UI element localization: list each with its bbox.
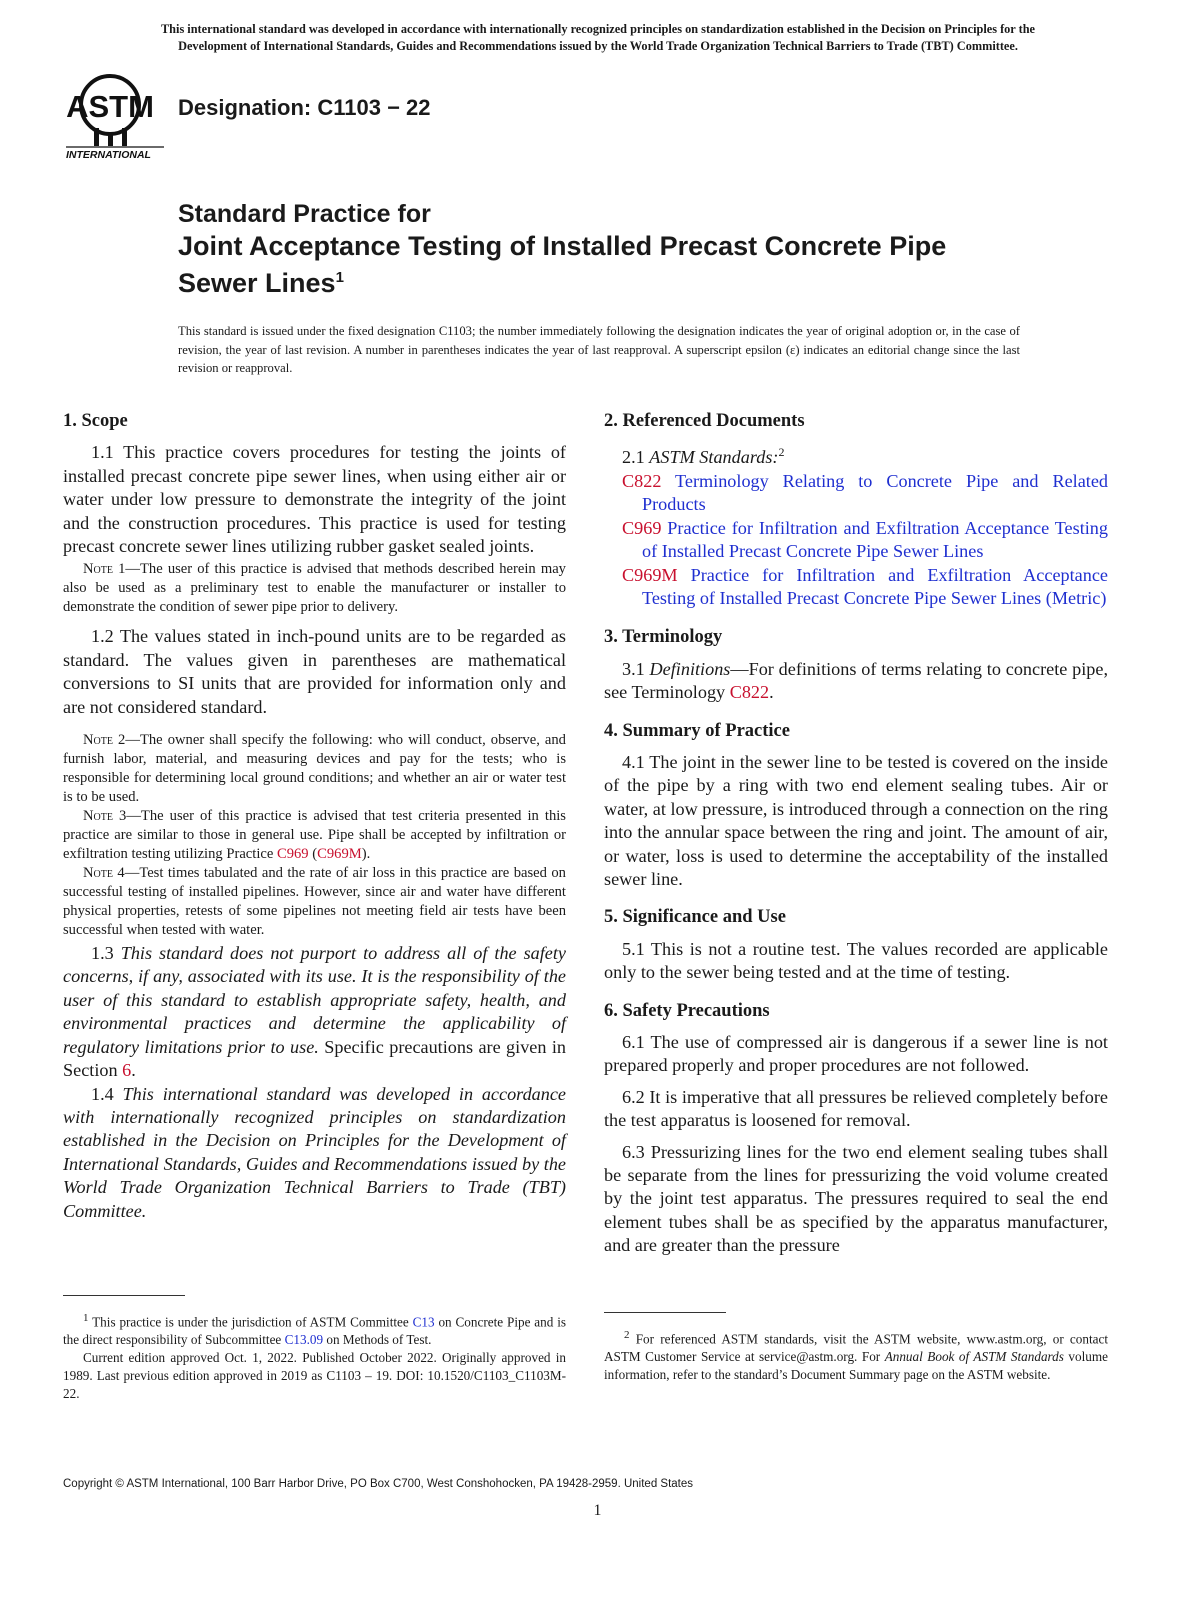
para-3-1	[604, 658, 1108, 705]
footnote-1-text-b: on Concrete Pipe and is the direct responsibility of Subcommittee	[63, 1314, 566, 1348]
link-c13-09[interactable]: C13.09	[284, 1332, 324, 1348]
footnote-rule	[604, 1312, 726, 1313]
left-column	[63, 410, 566, 1223]
section-1-heading: 1. Scope	[63, 411, 128, 431]
para-2-1	[604, 441, 1108, 469]
issuance-statement: This standard is issued under the fixed designation C1103; the number immediately following the designation indicates the year of original adoption or, in the case of revision, the year of last revision. A number in parentheses indicates the year of last reapproval. A superscript epsilon (ε) indicates an editorial change since the last revision or reapproval.	[178, 324, 1020, 375]
note-3	[63, 807, 566, 864]
ref-c969[interactable]	[622, 517, 1108, 564]
ref-c822-code[interactable]: C822	[622, 470, 662, 491]
ref-c969m-code[interactable]: C969M	[622, 564, 678, 585]
note-3-text: —The user of this practice is advised that test criteria presented in this practice are similar to those in general use. Pipe shall be accepted by infiltration or exfiltration testing utilizing Practice	[63, 808, 566, 863]
para-5-1: 5.1 This is not a routine test. The values recorded are applicable only to the sewer being tested and at the time of testing.	[604, 938, 1108, 983]
footnote-1-mark: 1	[83, 1312, 89, 1324]
document-title	[178, 198, 1058, 299]
note-1	[63, 560, 566, 617]
section-4-heading: 4. Summary of Practice	[604, 720, 790, 741]
ref-c969-code[interactable]: C969	[622, 517, 662, 538]
para-1-3-end: .	[131, 1060, 136, 1081]
link-c13[interactable]: C13	[412, 1314, 435, 1330]
footnote-1-text-c: on Methods of Test.	[323, 1332, 432, 1348]
ref-c969-title[interactable]: Practice for Infiltration and Exfiltration Acceptance Testing of Installed Precast Concrete Pipe Sewer Lines	[642, 517, 1108, 562]
link-section-6[interactable]: 6	[122, 1060, 132, 1081]
ref-c822[interactable]	[622, 470, 1108, 517]
para-6-1: 6.1 The use of compressed air is dangerous if a sewer line is not prepared properly and proper procedures are not followed.	[604, 1032, 1108, 1076]
footnote-2-text-a: For referenced ASTM standards, visit the ASTM website, www.astm.org, or contact ASTM Customer Service at service@astm.org. For	[604, 1331, 1108, 1365]
para-1-3-tail: Specific precautions are given in Section	[63, 1036, 566, 1081]
para-6-2: 6.2 It is imperative that all pressures be relieved completely before the test apparatus is loosened for removal.	[604, 1086, 1108, 1131]
para-3-1-num: 3.1	[622, 658, 650, 679]
note-4	[63, 864, 566, 940]
para-1-4	[63, 1083, 566, 1223]
title-line2: Joint Acceptance Testing of Installed Precast Concrete Pipe	[178, 231, 947, 261]
note-3-paren-open: (	[308, 846, 318, 863]
section-6-heading: 6. Safety Precautions	[604, 1000, 770, 1021]
right-column	[604, 410, 1108, 1258]
footnote-1	[63, 1310, 566, 1349]
para-1-4-italic: This international standard was developed in accordance with internationally recognized principles on standardization established in the Decision on Principles for the Development of International Standards, Guides and Recommendations issued by the World Trade Organization Technical Barriers to Trade (TBT) Committee.	[63, 1083, 567, 1221]
note-4-label: Note 4	[83, 865, 125, 882]
title-line3	[178, 262, 1058, 299]
para-3-1-text: —For definitions of terms relating to concrete pipe, see Terminology	[604, 658, 1108, 703]
title-footnote-mark: 1	[335, 269, 344, 286]
para-2-1-num: 2.1	[622, 447, 650, 468]
para-3-1-italic: Definitions	[649, 658, 731, 679]
para-6-3: 6.3 Pressurizing lines for the two end element sealing tubes shall be separate from the lines for pressurizing the void volume created by the joint test apparatus. The pressures required to seal the end element tubes shall be as specified by the apparatus manufacturer, and are greater than the pressure	[604, 1141, 1108, 1256]
para-1-2: 1.2 The values stated in inch-pound units are to be regarded as standard. The values given in parentheses are mathematical conversions to SI units that are provided for information only and are not considered standard.	[63, 626, 566, 717]
para-2-1-italic: ASTM Standards:	[649, 447, 779, 468]
footnote-2-text-b: volume information, refer to the standard’s Document Summary page on the ASTM website.	[604, 1349, 1108, 1382]
note-2-label: Note 2	[83, 732, 126, 749]
footnote-rule	[63, 1295, 185, 1296]
footnote-2-italic: Annual Book of ASTM Standards	[884, 1349, 1064, 1365]
link-c969m[interactable]: C969M	[317, 846, 362, 863]
para-1-3-num: 1.3	[91, 943, 121, 964]
footnote-2	[604, 1327, 1108, 1384]
link-c969[interactable]: C969	[276, 846, 309, 863]
footnote-1-text-a: This practice is under the jurisdiction of ASTM Committee	[88, 1314, 413, 1330]
top-notice	[62, 21, 1134, 54]
top-notice-line2: Development of International Standards, Guides and Recommendations issued by the World Trade Organization Technical Barriers to Trade (TBT) Committee.	[178, 38, 1018, 53]
section-5-heading: 5. Significance and Use	[604, 907, 786, 928]
ref-c822-title[interactable]: Terminology Relating to Concrete Pipe and Related Products	[642, 470, 1108, 515]
ref-c969m[interactable]	[622, 564, 1108, 611]
para-4-1: 4.1 The joint in the sewer line to be tested is covered on the inside of the pipe by a ring with two end element sealing tubes. Air or water, at low pressure, is introduced through a connection on the ring into the annular space between the ring and joint. The amount of air, or water, loss is used to determine the acceptability of the installed sewer line.	[604, 751, 1108, 889]
logo-subtitle: INTERNATIONAL	[66, 149, 151, 161]
note-1-label: Note 1	[83, 561, 126, 578]
note-2	[63, 731, 566, 807]
para-1-3-italic: This standard does not purport to address all of the safety concerns, if any, associated with its use. It is the responsibility of the user of this standard to establish appropriate safety, health, and environmental practices and determine the applicability of regulatory limitations prior to use.	[63, 943, 567, 1057]
footnote-1-block	[63, 1295, 566, 1402]
note-2-text: —The owner shall specify the following: who will conduct, observe, and furnish labor, material, and measuring devices and pay for the tests; who is responsible for determining local ground conditions; and whether an air or water test is to be used.	[63, 732, 566, 806]
note-3-paren-close: ).	[361, 846, 371, 863]
footnote-1-edition: Current edition approved Oct. 1, 2022. Published October 2022. Originally approved in 1989. Last previous edition approved in 2019 as C1103 – 19. DOI: 10.1520/C1103_C1103M-22.	[63, 1349, 566, 1401]
section-2-heading: 2. Referenced Documents	[604, 411, 805, 431]
copyright: Copyright © ASTM International, 100 Barr Harbor Drive, PO Box C700, West Conshohocken, PA 19428-2959. United States	[63, 1478, 694, 1490]
section-3-heading: 3. Terminology	[604, 627, 723, 648]
title-line1: Standard Practice for	[178, 200, 431, 228]
astm-logo	[64, 70, 168, 162]
para-2-1-sup: 2	[778, 445, 785, 460]
page-number: 1	[593, 1502, 602, 1519]
note-4-text: —Test times tabulated and the rate of air loss in this practice are based on successful testing of installed pipelines. However, since air and water have different physical properties, retests of some pipelines not meeting field air tests have been successful when tested with water.	[63, 865, 566, 939]
note-3-label: Note 3	[83, 808, 127, 825]
para-3-1-end: .	[769, 682, 774, 703]
top-notice-line1: This international standard was developed in accordance with internationally recognized principles on standardization established in the Decision on Principles for the	[160, 22, 1036, 36]
note-1-text: —The user of this practice is advised that methods described herein may also be used as a preliminary test to enable the manufacturer or installer to demonstrate the condition of sewer pipe prior to delivery.	[63, 561, 566, 616]
para-1-3	[63, 942, 566, 1082]
ref-c969m-title[interactable]: Practice for Infiltration and Exfiltration Acceptance Testing of Installed Precast Concrete Pipe Sewer Lines (Metric)	[642, 564, 1108, 608]
logo-mark: ASTM	[66, 89, 154, 124]
footnote-2-block	[604, 1312, 1108, 1384]
para-1-4-num: 1.4	[91, 1083, 123, 1104]
link-c822[interactable]: C822	[729, 682, 770, 703]
title-line3-text: Sewer Lines	[178, 268, 336, 298]
footnote-2-mark: 2	[624, 1329, 630, 1341]
designation: Designation: C1103 − 22	[178, 95, 431, 120]
para-1-1: 1.1 This practice covers procedures for testing the joints of installed precast concrete pipe sewer lines, when using either air or water under low pressure to demonstrate the integrity of the joint and the construction procedures. This practice is used for testing precast concrete sewer lines utilizing rubber gasket sealed joints.	[63, 442, 566, 557]
